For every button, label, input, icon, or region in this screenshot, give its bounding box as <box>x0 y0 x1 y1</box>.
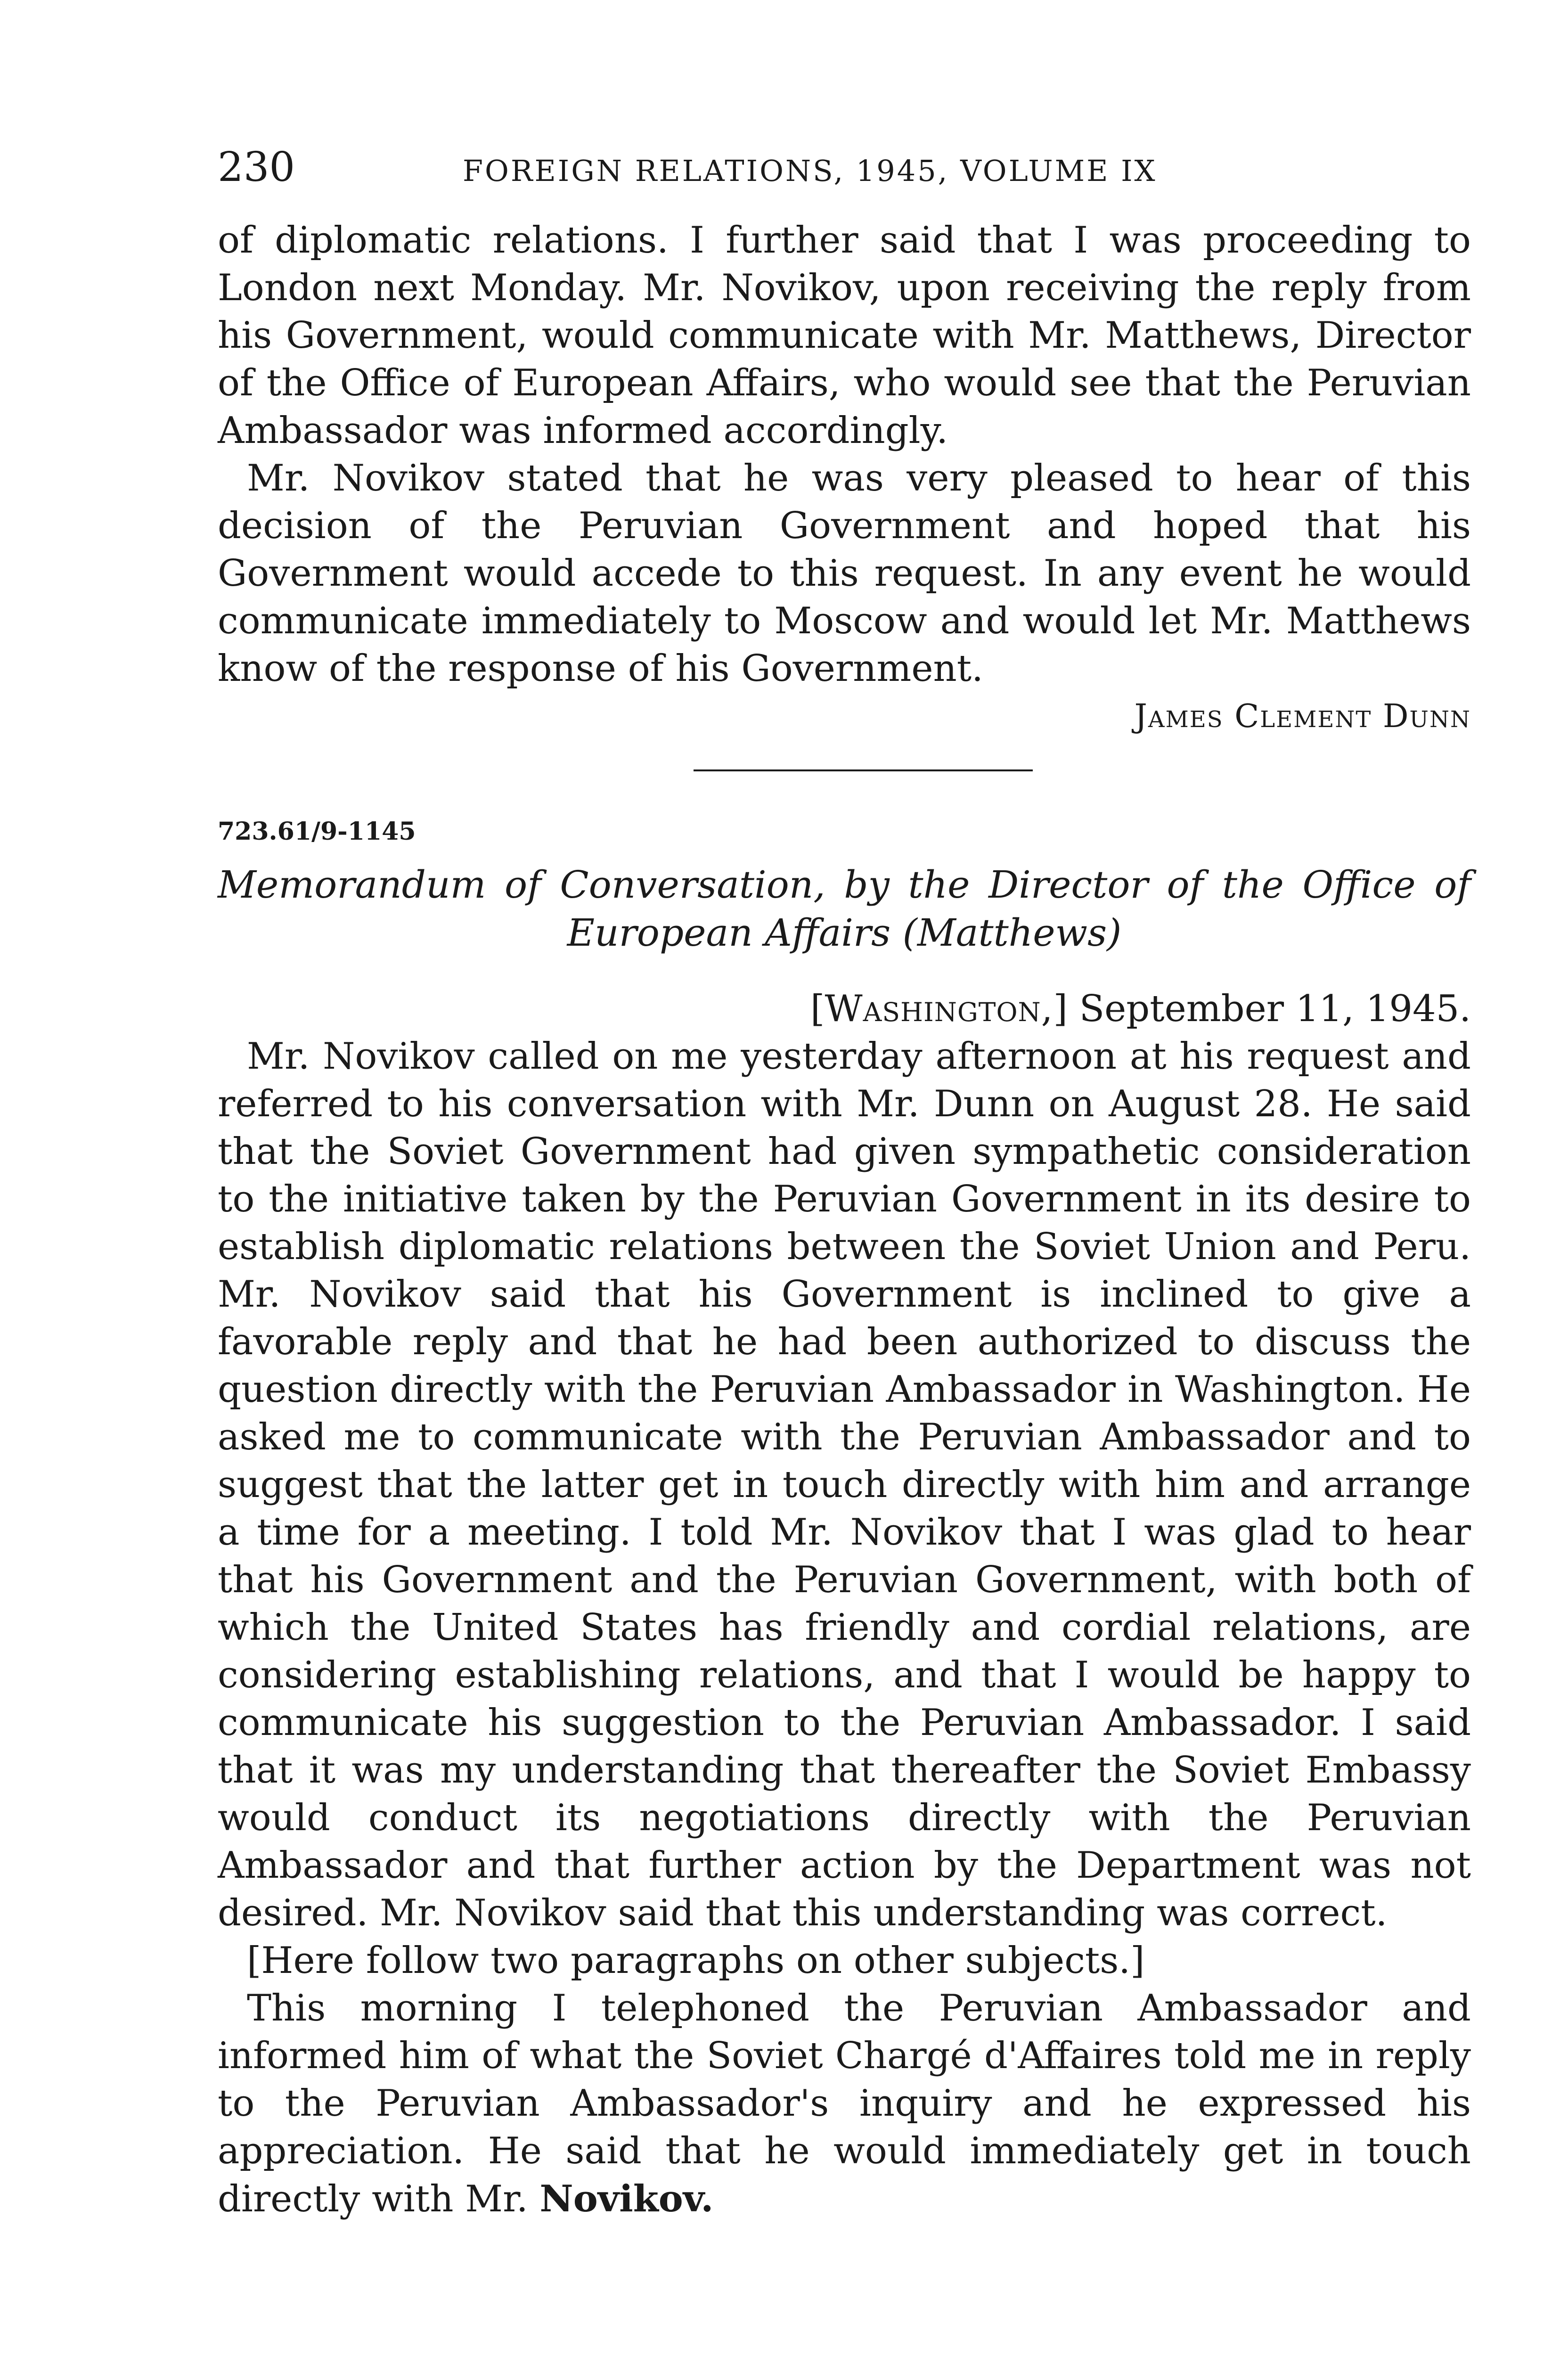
section-divider <box>694 769 1033 771</box>
memorandum-paragraph-2: [Here follow two paragraphs on other subjects.] <box>247 1939 1145 1982</box>
document-page <box>218 141 1471 2223</box>
continuation-paragraph-2: Mr. Novikov stated that he was very pleased to hear of this decision of the Peruvian Government and hoped that his Government would accede to this request. In any event he would communicate immediately to Moscow and would let Mr. Matthews know of the response of his Government. <box>218 457 1471 690</box>
file-number: 723.61/9-1145 <box>218 817 416 846</box>
dateline <box>218 985 1471 1033</box>
signature-dunn: James Clement Dunn <box>1134 698 1471 735</box>
memorandum-paragraph-3 <box>218 1985 1471 2223</box>
memorandum-title-line-1: Memorandum of Conversation, by the Director of the Office of <box>218 863 1471 907</box>
memorandum-paragraph-1: Mr. Novikov called on me yesterday afternoon at his request and referred to his conversation with Mr. Dunn on August 28. He said that the Soviet Government had given sympathetic consideration to the initiative taken by the Peruvian Government in its desire to establish diplomatic relations between the Soviet Union and Peru. Mr. Novikov said that his Government is inclined to give a favorable reply and that he had been authorized to discuss the question directly with the Peruvian Ambassador in Washington. He asked me to communicate with the Peruvian Ambassador and to suggest that the latter get in touch directly with him and arrange a time for a meeting. I told Mr. Novikov that I was glad to hear that his Government and the Peruvian Government, with both of which the United States has friendly and cordial relations, are considering establishing relations, and that I would be happy to communicate his suggestion to the Peruvian Ambassador. I said that it was my understanding that thereafter the Soviet Embassy would conduct its negotiations directly with the Peruvian Ambassador and that further action by the Department was not desired. Mr. Novikov said that this understanding was correct. <box>218 1035 1471 1934</box>
memorandum-paragraph-3-end: Novikov. <box>539 2177 714 2220</box>
memorandum-title-line-2: European Affairs (Matthews) <box>567 911 1122 955</box>
dateline-date: ] September 11, 1945. <box>1053 988 1471 1030</box>
running-header <box>218 141 1471 193</box>
memorandum-title <box>218 861 1471 957</box>
memorandum-paragraph-3-text: This morning I telephoned the Peruvian Ambassador and informed him of what the Soviet Chargé d'Affaires told me in reply to the Peruvian Ambassador's inquiry and he expressed his appreciation. He said that he would immediately get in touch directly with Mr. <box>218 1987 1471 2220</box>
running-title: FOREIGN RELATIONS, 1945, VOLUME IX <box>463 154 1157 188</box>
dateline-open-bracket: [ <box>810 988 825 1030</box>
dateline-place: Washington, <box>825 988 1054 1030</box>
continuation-paragraph-1: of diplomatic relations. I further said that I was proceeding to London next Monday. Mr. Novikov, upon receiving the reply from his Government, would communicate with Mr. Matthews, Director of the Office of European Affairs, who would see that the Peruvian Ambassador was informed accordingly. <box>218 219 1471 452</box>
page-number: 230 <box>218 144 295 191</box>
